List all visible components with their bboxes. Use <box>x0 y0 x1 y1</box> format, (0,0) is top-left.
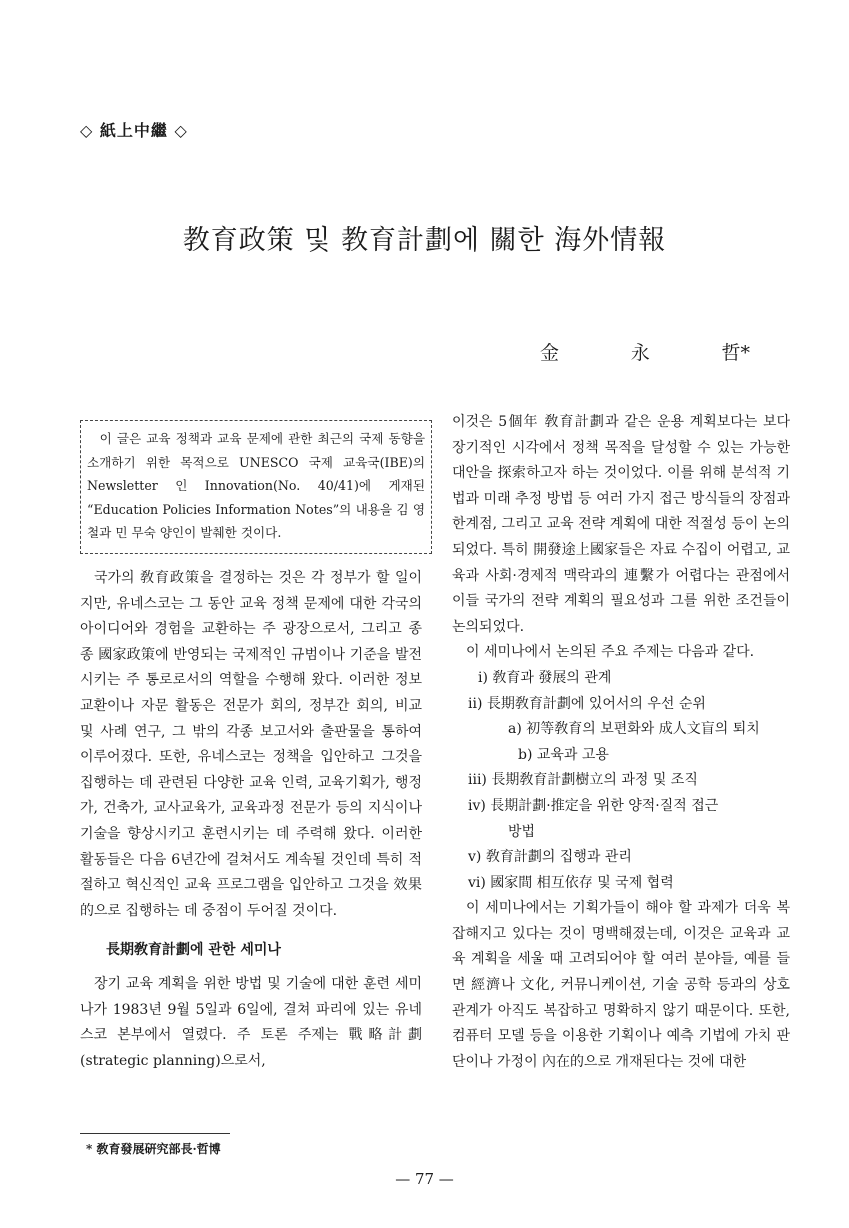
list-item: iii) 長期敎育計劃樹立의 과정 및 조직 <box>468 772 698 789</box>
section-subheading: 長期敎育計劃에 관한 세미나 <box>106 942 281 959</box>
right-column <box>452 410 790 1075</box>
page-number: — 77 — <box>395 1170 454 1188</box>
author-name-part: 永 <box>630 342 650 364</box>
body-paragraph: 이 세미나에서 논의된 주요 주제는 다음과 같다. <box>466 644 755 661</box>
author-name-part: 金 <box>540 342 560 364</box>
list-item: 방법 <box>508 823 536 840</box>
list-item: ii) 長期敎育計劃에 있어서의 우선 순위 <box>468 695 706 712</box>
author-name-part: 哲* <box>721 342 750 364</box>
body-paragraph: 이 세미나에서는 기획가들이 해야 할 과제가 더욱 복잡해지고 있다는 것이 명백해졌는데, 이것은 교육과 교육 계획을 세울 때 고려되어야 할 여러 분야들, 예를 들면 經濟나 文化, 커뮤니케이션, 기술 공학 등과의 상호 관계가 아직도 복잡하고 명확하지 않기 때문이다. 또한, 컴퓨터 모델 등을 이용한 기획이나 예측 기법에 가치 판단이나 가정이 內在的으로 개재된다는 것에 대한 <box>452 900 790 1070</box>
abstract-box <box>80 420 432 554</box>
left-column <box>80 566 422 1074</box>
section-label: ◇ 紙上中繼 ◇ <box>80 121 188 140</box>
footnote: * 敎育發展硏究部長·哲博 <box>86 1142 221 1156</box>
list-item: v) 敎育計劃의 집행과 관리 <box>468 849 632 866</box>
body-paragraph: 장기 교육 계획을 위한 방법 및 기술에 대한 훈련 세미나가 1983년 9월 5일과 6일에, 결쳐 파리에 있는 유네스코 본부에서 열렸다. 주 토론 주제는 戰略計劃(strategic planning)으로서, <box>80 975 422 1069</box>
abstract-text: 이 글은 교육 정책과 교육 문제에 관한 최근의 국제 동향을 소개하기 위한 목적으로 UNESCO 국제 교육국(IBE)의 Newsletter 인 Innovation(No. 40/41)에 게재된 “Education Policies Information Notes”의 내용을 김 영철과 민 무숙 양인이 발췌한 것이다. <box>87 431 425 540</box>
list-item: iv) 長期計劃·推定을 위한 양적·질적 접근 <box>468 797 719 814</box>
footnote-rule <box>80 1133 230 1134</box>
body-paragraph: 이것은 5個年 敎育計劃과 같은 운용 계획보다는 보다 장기적인 시각에서 정책 목적을 달성할 수 있는 가능한 대안을 探索하고자 하는 것이었다. 이를 위해 분석적 기법과 미래 추정 방법 등 여러 가지 접근 방식들의 장점과 한계점, 그리고 교육 전략 계획에 대한 적절성 등이 논의되었다. 특히 開發途上國家들은 자료 수집이 어렵고, 교육과 사회·경제적 맥락과의 連繫가 어렵다는 관점에서 이들 국가의 전략 계획의 필요성과 그를 위한 조건들이 논의되었다. <box>452 414 790 635</box>
list-item: b) 교육과 고용 <box>518 746 609 763</box>
body-paragraph: 국가의 敎育政策을 결정하는 것은 각 정부가 할 일이지만, 유네스코는 그 동안 교육 정책 문제에 대한 각국의 아이디어와 경험을 교환하는 주 광장으로서, 그리고 종종 國家政策에 반영되는 국제적인 규범이나 기준을 발전시키는 주 통로로서의 역할을 수행해 왔다. 이러한 정보 교환이나 자문 활동은 전문가 회의, 정부간 회의, 비교 및 사례 연구, 그 밖의 각종 보고서와 출판물을 통하여 이루어졌다. 또한, 유네스코는 정책을 입안하고 그것을 집행하는 데 관련된 다양한 교육 인력, 교육기획가, 행정가, 건축가, 교사교육가, 교육과정 전문가 등의 지식이나 기술을 향상시키고 훈련시키는 데 주력해 왔다. 이러한 활동들은 다음 6년간에 걸쳐서도 계속될 것인데 특히 적절하고 혁신적인 교육 프로그램을 입안하고 그것을 效果的으로 집행하는 데 중점이 두어질 것이다. <box>80 570 422 919</box>
list-item: i) 敎育과 發展의 관계 <box>478 669 612 686</box>
article-title: 教育政策 및 教育計劃에 關한 海外情報 <box>182 225 667 256</box>
list-item: a) 初等敎育의 보편화와 成人文盲의 퇴치 <box>508 721 760 738</box>
author-name <box>540 338 750 365</box>
list-item: vi) 國家間 相互依存 및 국제 협력 <box>468 874 674 891</box>
